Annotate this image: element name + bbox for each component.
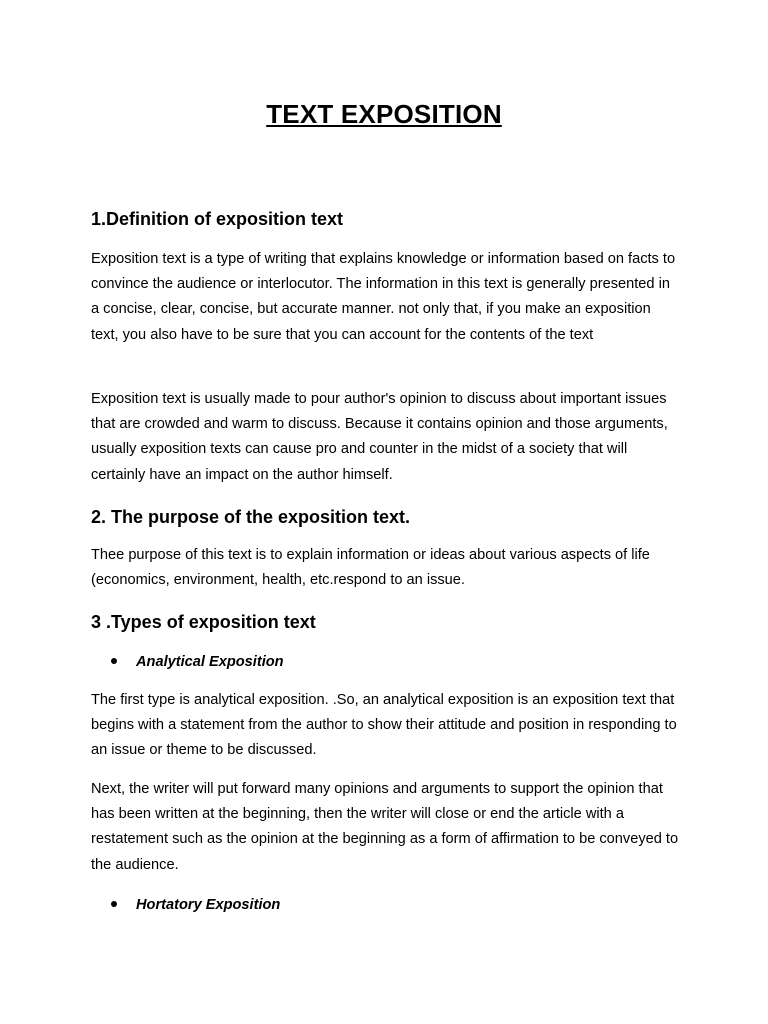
bullet-item-analytical	[111, 650, 284, 674]
section-heading-definition: 1.Definition of exposition text	[91, 209, 344, 229]
paragraph-analytical-1: The first type is analytical exposition. .So, an analytical exposition is an exposition text that begins with a statement from the author to show their attitude and position in responding to an issue or theme to be discussed.	[91, 692, 677, 759]
paragraph-definition-2: Exposition text is usually made to pour author's opinion to discuss about important issues that are crowded and warm to discuss. Because it contains opinion and those arguments, usually exposition texts can cause pro and counter in the midst of a society that will certainly have an impact on the author himself.	[91, 391, 668, 483]
bullet-item-hortatory	[111, 893, 280, 917]
bullet-icon	[111, 658, 117, 664]
bullet-label-hortatory: Hortatory Exposition	[136, 897, 281, 913]
section-heading-types: 3 .Types of exposition text	[91, 612, 316, 632]
bullet-label-analytical: Analytical Exposition	[136, 654, 284, 670]
paragraph-definition-1: Exposition text is a type of writing that explains knowledge or information based on facts to convince the audience or interlocutor. The information in this text is generally presented in a concise, clear, concise, but accurate manner. not only that, if you make an exposition text, you also have to be sure that you can account for the contents of the text	[91, 251, 676, 343]
document-title: TEXT EXPOSITION	[266, 99, 502, 129]
bullet-icon	[111, 901, 117, 907]
paragraph-analytical-2: Next, the writer will put forward many opinions and arguments to support the opinion that has been written at the beginning, then the writer will close or end the article with a restatement such as the opinion at the beginning as a form of affirmation to be conveyed to the audience.	[91, 781, 679, 873]
section-heading-purpose: 2. The purpose of the exposition text.	[91, 507, 411, 527]
paragraph-purpose: Thee purpose of this text is to explain information or ideas about various aspects of life (economics, environment, health, etc.respond to an issue.	[91, 547, 650, 589]
